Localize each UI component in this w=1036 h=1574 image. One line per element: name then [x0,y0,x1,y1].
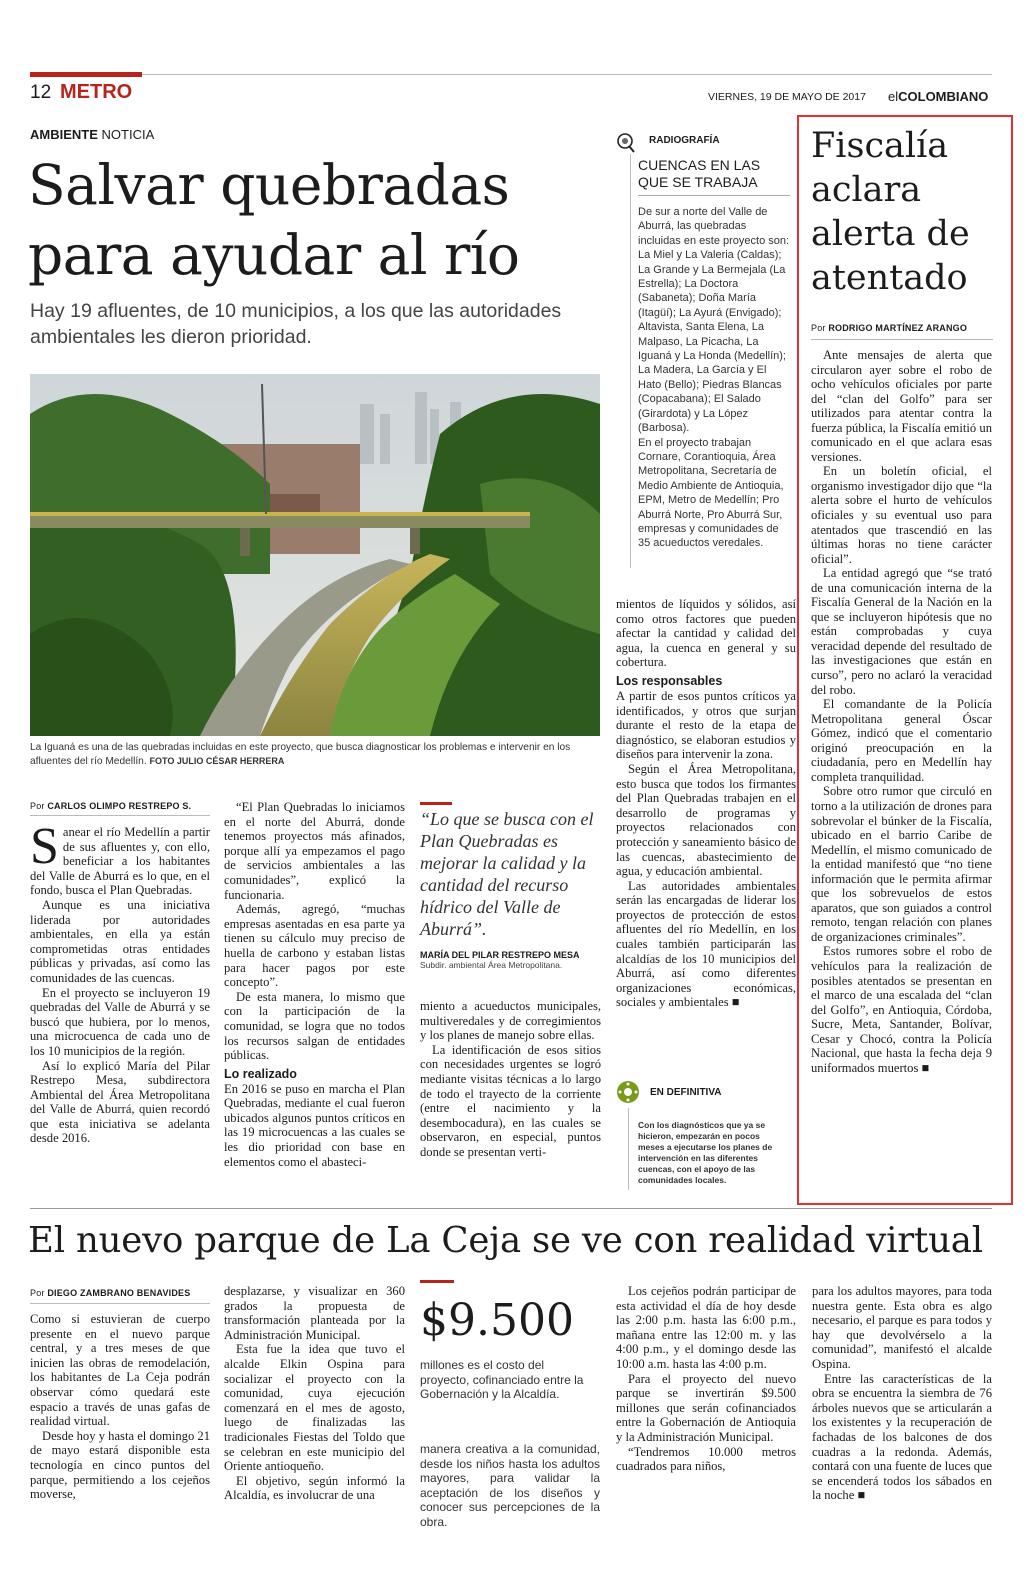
radiografia-box [612,130,792,570]
bottom-column-5 [812,1284,992,1503]
radiografia-text [638,205,790,551]
side-article-body [811,348,992,1075]
main-column-2 [224,800,405,1169]
radiografia-text-1: De sur a norte del Valle de Aburrá, las quebradas incluidas en este proyecto son: La Miel y La Valeria (Caldas); La Grande y La Bermejala (La Estrella); La Doctora (Sabaneta); Doña María (Itagüí); La Ayurá (Envigado); Altavista, Santa Elena, La Malpaso, La Picacha, La Iguaná y La Honda (Medellín); La Madera, La García y El Hato (Bello); Piedras Blancas (Copacabana); El Salado (Girardota) y La López (Barbosa). [638,206,790,435]
main-col2-p4: En 2016 se puso en marcha el Plan Quebradas, mediante el cual fueron ubicados algunos puntos críticos en las 19 microcuencas a las cuales se les dio prioridad con base en elementos como el abasteci- [224,1081,405,1169]
side-p3: La entidad agregó que “se trató de una comunicación interna de la Fiscalía General de la Nación en la que se incluyeron hipótesis que no están comprobadas y cuya veracidad depende del resultado de las investigaciones que están en curso”, pero no aclaró la veracidad del robo. [811,566,992,697]
bottom-col2-p3: El objetivo, según informó la Alcaldía, es involucrar de una [224,1473,405,1503]
side-p5: Sobre otro rumor que circuló en torno a la utilización de drones para sobrevolar el búnker de la Fiscalía, ubicado en el barrio Caribe de Medellín, el mismo comunicado de la entidad manifestó que “no tiene información que le permita afirmar que los sobrevuelos de estos aparatos, que son guiados a control remoto, tengan relación con planes de organizaciones criminales”. [811,784,992,944]
bottom-col1-p2: Desde hoy y hasta el domingo 21 de mayo estará disponible esta tecnología en cinco puntos del parque, permitiendo a los cejeños moverse, [30,1428,210,1502]
side-byline-rule [811,339,993,340]
side-end-mark: ■ [921,1060,930,1075]
main-col2-p1: “El Plan Quebradas lo iniciamos en el norte del Aburrá, donde tenemos proyectos más afinados, porque allí ya empezamos el pago de servicios ambientales a las comunidades”, explicó la funcionaria. [224,800,405,902]
river-photo [30,374,600,736]
main-col3-p2: La identificación de esos sitios con necesidades urgentes se logró mediante visitas técnicas a lo largo de todo el trayecto de la corriente (entre el nacimiento y la desembocadura), en las cuales se observaron, en especial, puntos donde se presentan verti- [420,1042,601,1159]
article-kicker [30,127,154,142]
brand-name: COLOMBIANO [898,89,989,104]
radiografia-rule [630,154,631,568]
photo-credit: FOTO JULIO CÉSAR HERRERA [149,755,285,766]
quote-role: Subdir. ambiental Área Metropolitana. [420,960,563,970]
bottom-column-3 [420,1442,600,1529]
bottom-section-rule [30,1208,992,1209]
bottom-col4-p1: Los cejeños podrán participar de esta actividad el día de hoy desde las 2:00 p.m. hasta las 6:00 p.m., mañana entre las 12:00 m. y las 4:00 p.m., y el domingo desde las 10:00 a.m. hasta las 4:00 p.m. [616,1284,796,1371]
stat-value: $9.500 [420,1295,574,1346]
quote-top-rule [420,802,452,805]
side-p2: En un boletín oficial, el organismo investigador dijo que “la alerta sobre el hurto de vehículos oficiales y su eventual uso para atentados que trascendió en las últimas horas no tiene carácter oficial”. [811,464,992,566]
side-headline-line-4: atentado [811,258,968,298]
bottom-col1-p1: Como si estuvieran de cuerpo presente en el nuevo parque central, y a tres meses de que inicien las obras de remodelación, los habitantes de La Ceja podrán observar cómo quedará este espacio a través de unas gafas de realidad virtual. [30,1312,210,1429]
byline-rule [30,815,210,816]
bottom-byline-author: DIEGO ZAMBRANO BENAVIDES [47,1288,191,1298]
magnifier-icon [616,132,636,159]
drop-cap: S [30,818,59,875]
brand-prefix: el [888,89,899,104]
main-col2-p3: De esta manera, lo mismo que con la participación de la comunidad, se logra que no todos los recursos salgan de entidades públicas. [224,989,405,1063]
header-date: VIERNES, 19 DE MAYO DE 2017 [708,91,866,103]
main-col4-p2: A partir de esos puntos críticos ya identificados, y otros que surjan durante el resto de la etapa de diagnóstico, se elaboran estudios y diseños para intervenir la zona. [616,688,796,762]
headline-line-1: Salvar quebradas [28,153,510,217]
brand-logo [888,89,988,104]
top-accent-bar [30,72,142,77]
bottom-byline [30,1288,190,1298]
byline-author: CARLOS OLIMPO RESTREPO S. [47,801,192,811]
photo-illustration [30,374,600,736]
kicker-bold: AMBIENTE [30,127,98,142]
side-p1: Ante mensajes de alerta que circularon ayer sobre el robo de ocho vehículos oficiales por parte del “clan del Golfo” para ser utilizados para atentar contra la fuerza pública, la Fiscalía emitió un comunicado en el que aclara esas versiones. [811,348,992,464]
pull-quote [420,808,596,970]
bottom-col5-p2: Entre las características de la obra se encuentra la siembra de 76 árboles nuevos que se articularán a los existentes y la recuperación de fachadas de los balcones de dos cuadras a la redonda. Además, contará con una fuente de luces que se encenderá todos los sábados en la noche ■ [812,1371,992,1503]
bottom-headline: El nuevo parque de La Ceja se ve con realidad virtual [28,1220,983,1261]
main-column-1 [30,818,210,1146]
stat-text: millones es el costo del proyecto, cofinanciado entre la Gobernación y la Alcaldía. [420,1358,584,1401]
main-col1-p1: Sanear el río Medellín a partir de sus afluentes y, con ello, beneficiar a los habitantes del Valle de Aburrá es lo que, en el fondo, busca el Plan Quebradas. [30,818,210,898]
bottom-column-2 [224,1284,405,1503]
side-headline-line-3: alerta de [811,214,970,254]
side-headline [811,124,970,300]
bottom-end-mark: ■ [857,1488,866,1503]
bottom-col4-p3: “Tendremos 10.000 metros cuadrados para niños, [616,1444,796,1474]
definitiva-text: Con los diagnósticos que ya se hicieron, empezarán en pocos meses a ejecutarse los planes de intervención en las diferentes cuencas, con el apoyo de las comunidades locales. [638,1120,773,1185]
main-col3-p1: miento a acueductos municipales, multiveredales y de corregimientos y los planes de manejo sobre ellas. [420,999,601,1043]
end-mark: ■ [731,995,740,1010]
bottom-column-4 [616,1284,796,1474]
quote-author: MARÍA DEL PILAR RESTREPO MESA [420,950,580,960]
main-col4-p3: Según el Área Metropolitana, esto busca que todos los firmantes del Plan Quebradas trabajen en el desarrollo de programas y proyectos relacionados con protección y saneamiento básico de las cuencas, abastecimiento de agua, y educación ambiental. [616,761,796,879]
bottom-column-1 [30,1312,210,1502]
main-col4-p4: Las autoridades ambientales serán las encargadas de liderar los proyectos de protección de estos afluentes del río Medellín, en los cuales también participarán las alcaldías de los 10 municipios del Aburrá, así como diferentes organizaciones económicas, sociales y ambientales ■ [616,878,796,1010]
radiografia-label: RADIOGRAFÍA [649,135,720,146]
side-byline-por: Por [811,323,826,333]
byline-por: Por [30,801,45,811]
main-col1-p4: Así lo explicó María del Pilar Restrepo Mesa, subdirectora Ambiental del Área Metropolitana del Valle de Aburrá, quien recordó que esta iniciativa se adelanta desde 2016. [30,1058,210,1146]
side-p4: El comandante de la Policía Metropolitana general Óscar Gómez, indicó que el comentario originó preocupación en la ciudadanía, pero en Medellín hay completa tranquilidad. [811,697,992,784]
radiografia-text-2: En el proyecto trabajan Cornare, Corantioquia, Área Metropolitana, Secretaría de Medio Ambiente de Antioquia, EPM, Metro de Medellín; Pro Aburrá Norte, Pro Aburrá Sur, empresas y comunidades de 35 acueductos veredales. [638,436,784,550]
main-col1-p2: Aunque es una iniciativa liderada por autoridades ambientales, en ella ya están comprometidas otras entidades públicas y privadas, así como las comunidades de las cuencas. [30,897,210,985]
main-column-3 [420,999,601,1160]
section-name: METRO [60,81,133,103]
side-headline-line-1: Fiscalía [811,126,949,166]
definitiva-icon [616,1080,640,1109]
kicker-light: NOTICIA [101,127,155,142]
side-headline-line-2: aclara [811,170,922,210]
side-p6: Estos rumores sobre el robo de vehículos para la realización de posibles atentados se presentan en el marco de una escalada del “clan del Golfo”, en Antioquia, Córdoba, Sucre, Meta, Santander, Bolívar, Cesar y Chocó, contra la Policía Nacional, que hasta la fecha deja 9 uniformados muertos ■ [811,944,992,1075]
main-byline [30,801,191,811]
caption-text: La Iguaná es una de las quebradas incluidas en este proyecto, que busca diagnosticar los problemas e intervenir en los afluentes del río Medellín. [30,742,571,767]
page-number: 12 [30,82,52,103]
bottom-col5-p1: para los adultos mayores, para toda nuestra gente. Esta obra es algo necesario, el parque es para todos y hay que devolvérselo a la comunidad”, manifestó el alcalde Ospina. [812,1284,992,1371]
side-byline [811,323,967,333]
headline-line-2: para ayudar al río [28,223,520,287]
bottom-col3-p1: manera creativa a la comunidad, desde los niños hasta los adultos mayores, para validar la aceptación de los diseños y conocer sus percepciones de la obra. [420,1442,600,1529]
en-definitiva-box [614,1080,796,1190]
bottom-col4-p2: Para el proyecto del nuevo parque se invertirán $9.500 millones que serán cofinanciados entre la Gobernación de Antioquia y la Administración Municipal. [616,1371,796,1444]
bottom-col2-p1: desplazarse, y visualizar en 360 grados la propuesta de transformación planteada por la Administración Municipal. [224,1284,405,1342]
bottom-byline-por: Por [30,1288,45,1298]
definitiva-rule [628,1108,629,1190]
subhead-los-responsables: Los responsables [616,673,723,688]
main-col1-p3: En el proyecto se incluyeron 19 quebradas del Valle de Aburrá y se buscó que hubiera, por lo menos, una microcuenca de cada uno de los 10 municipios de la región. [30,985,210,1058]
header-rule [142,74,992,75]
main-column-4 [616,597,796,1010]
radiografia-title: CUENCAS EN LAS QUE SE TRABAJA [638,157,761,190]
radiografia-title-rule [638,195,790,196]
bottom-byline-rule [30,1303,210,1304]
definitiva-label: EN DEFINITIVA [650,1087,722,1098]
main-subhead: Hay 19 afluentes, de 10 municipios, a los que las autoridades ambientales les dieron prioridad. [30,300,562,348]
photo-caption [30,741,600,768]
main-col2-p2: Además, agregó, “muchas empresas asentadas en esa parte ya tienen su cálculo muy preciso de huella de carbono y estaban listas para hacer pagos por este concepto”. [224,902,405,990]
stat-top-rule [420,1280,454,1283]
subhead-lo-realizado: Lo realizado [224,1066,297,1081]
side-byline-author: RODRIGO MARTÍNEZ ARANGO [828,323,968,333]
bottom-col2-p2: Esta fue la idea que tuvo el alcalde Elkin Ospina para socializar el proyecto con la comunidad, cuya ejecución comenzará en el mes de agosto, luego de finalizadas las tradicionales Fiestas del Toldo que se celebran en este municipio del Oriente antioqueño. [224,1342,405,1474]
main-headline [28,150,519,290]
main-col4-p1: mientos de líquidos y sólidos, así como otros factores que pueden afectar la cantidad y calidad del agua, la cuenca en general y su cobertura. [616,597,796,670]
quote-text: “Lo que se busca con el Plan Quebradas es mejorar la calidad y la cantidad del recurso hídrico del Valle de Aburrá”. [420,809,594,939]
